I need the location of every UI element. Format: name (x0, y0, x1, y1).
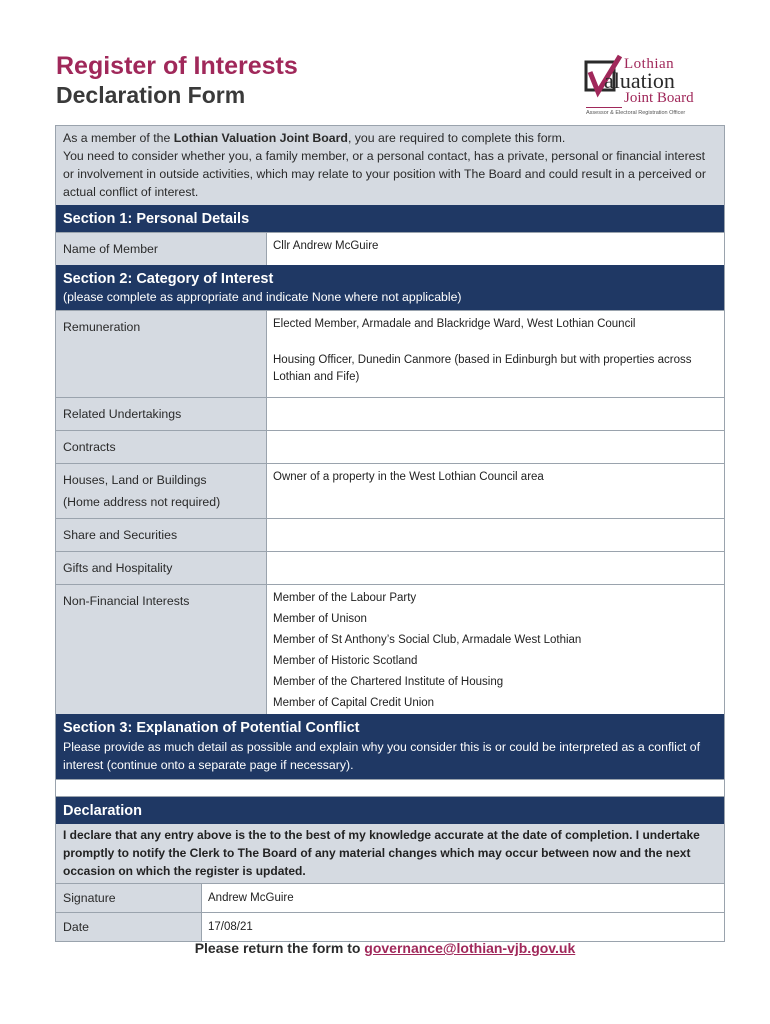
list-item: Member of Historic Scotland (273, 655, 418, 667)
houses-field[interactable]: Owner of a property in the West Lothian Council area (267, 464, 724, 518)
houses-label: Houses, Land or Buildings (Home address not required) (56, 464, 267, 518)
contracts-label: Contracts (56, 431, 267, 463)
list-item: Member of Unison (273, 613, 367, 625)
list-item: Member of the Labour Party (273, 592, 417, 604)
remuneration-row (56, 310, 724, 397)
list-item: Member of St Anthony’s Social Club, Armadale West Lothian (273, 634, 582, 646)
return-instructions: Please return the form to governance@lothian-vjb.gov.uk (194, 940, 576, 956)
declaration-block (55, 796, 725, 942)
declaration-text: I declare that any entry above is the to the best of my knowledge accurate at the date of completion. I undertake promptly to notify the Clerk to The Board of any material changes which may occur between now and the next occasion on which the register is updated. (56, 824, 724, 883)
non-financial-label: Non-Financial Interests (56, 585, 267, 714)
contracts-row (56, 430, 724, 463)
board-name: Lothian Valuation Joint Board (173, 131, 348, 145)
organisation-logo (584, 54, 724, 120)
date-row (56, 912, 724, 941)
list-item: Member of the Chartered Institute of Housing (273, 676, 504, 688)
governance-email-link[interactable]: governance@lothian-vjb.gov.uk (364, 940, 576, 956)
intro-text: As a member of the Lothian Valuation Joint Board, you are required to complete this form. You need to consider whether you, a family member, or a personal contact, has a private, personal or financial interest or involvement in outside activities, which may relate to your position with The Board and could result in a perceived or actual conflict of interest. (56, 126, 724, 205)
name-field[interactable]: Cllr Andrew McGuire (267, 233, 724, 265)
page-subtitle: Declaration Form (56, 82, 246, 108)
date-label: Date (56, 913, 202, 941)
houses-row (56, 463, 724, 518)
section-3-header: Section 3: Explanation of Potential Conflict Please provide as much detail as possible and explain why you consider this is or could be interpreted as a conflict of interest (continue onto a separate page if necessary). (56, 714, 724, 779)
signature-field[interactable]: Andrew McGuire (202, 884, 724, 912)
related-undertakings-label: Related Undertakings (56, 398, 267, 430)
section-1-header: Section 1: Personal Details (56, 205, 724, 232)
shares-label: Share and Securities (56, 519, 267, 551)
non-financial-row (56, 584, 724, 714)
gifts-field[interactable] (267, 552, 724, 584)
section-2-header: Section 2: Category of Interest (please complete as appropriate and indicate None where not applicable) (56, 265, 724, 310)
name-row (56, 232, 724, 265)
signature-label: Signature (56, 884, 202, 912)
shares-field[interactable] (267, 519, 724, 551)
logo-tagline: Assessor & Electoral Registration Officer (586, 110, 686, 116)
date-field[interactable]: 17/08/21 (202, 913, 724, 941)
logo-text-valuation: aluation (604, 68, 675, 93)
declaration-header: Declaration (56, 797, 724, 824)
list-item: Member of Capital Credit Union (273, 697, 435, 709)
non-financial-field[interactable] (267, 585, 724, 714)
contracts-field[interactable] (267, 431, 724, 463)
signature-row (56, 883, 724, 912)
gifts-label: Gifts and Hospitality (56, 552, 267, 584)
related-undertakings-row (56, 397, 724, 430)
remuneration-label: Remuneration (56, 311, 267, 397)
intro-paragraph: You need to consider whether you, a family member, or a personal contact, has a private, personal or financial interest or involvement in outside activities, which may relate to your position with The Board and could result in a perceived or actual conflict of interest. (63, 149, 706, 199)
name-label: Name of Member (56, 233, 267, 265)
related-undertakings-field[interactable] (267, 398, 724, 430)
page-title: Register of Interests (56, 52, 298, 80)
remuneration-field[interactable]: Elected Member, Armadale and Blackridge Ward, West Lothian Council Housing Officer, Dunedin Canmore (based in Edinburgh but with properties across Lothian and Fife) (267, 311, 724, 397)
logo-text-joint-board: Joint Board (624, 90, 694, 106)
logo-text-lothian: Lothian (624, 56, 675, 72)
gifts-row (56, 551, 724, 584)
interests-form (55, 125, 725, 799)
logo-rule (586, 107, 622, 108)
shares-row (56, 518, 724, 551)
